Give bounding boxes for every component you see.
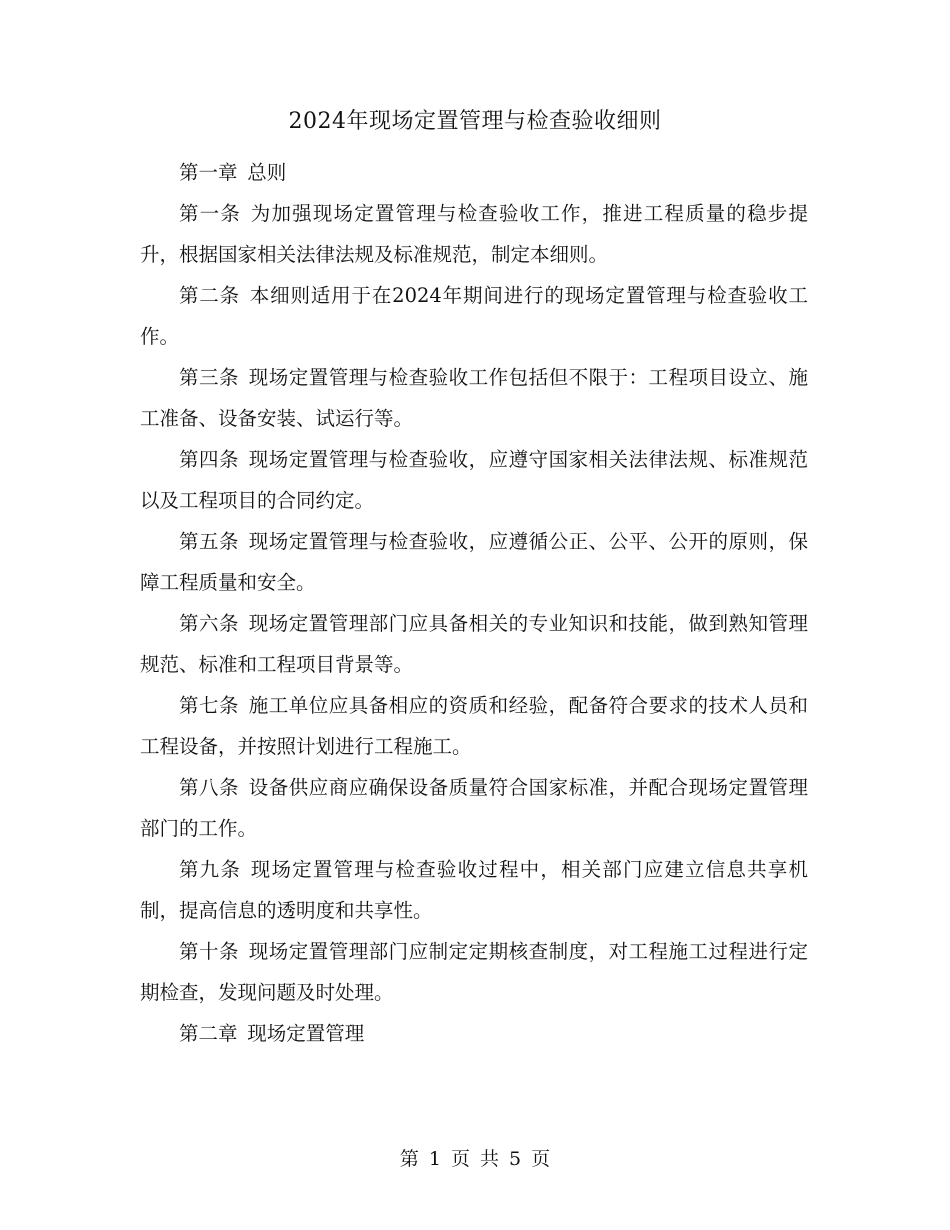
article-text: 现场定置管理与检查验收，应遵循公正、公平、公开的原则，保障工程质量和安全。	[140, 530, 808, 594]
article-paragraph	[140, 767, 808, 849]
article-text: 现场定置管理与检查验收，应遵守国家相关法律法规、标准规范以及工程项目的合同约定。	[140, 448, 808, 512]
article-number: 第八条	[179, 776, 239, 799]
article-paragraph	[140, 685, 808, 767]
article-text: 本细则适用于在2024年期间进行的现场定置管理与检查验收工作。	[140, 284, 808, 348]
article-number: 第五条	[179, 530, 239, 553]
chapter-number: 第一章	[179, 161, 238, 184]
article-paragraph	[140, 849, 808, 931]
article-number: 第九条	[179, 858, 242, 881]
article-text: 现场定置管理部门应制定定期核查制度，对工程施工过程进行定期检查，发现问题及时处理。	[140, 940, 808, 1004]
document-title: 2024年现场定置管理与检查验收细则	[288, 109, 662, 134]
page-number-footer: 第 1 页 共 5 页	[399, 1148, 551, 1170]
article-number: 第六条	[179, 612, 239, 635]
document-body	[140, 152, 808, 1054]
article-number: 第二条	[179, 284, 241, 307]
article-paragraph	[140, 193, 808, 275]
article-number: 第三条	[179, 366, 239, 389]
article-text: 现场定置管理与检查验收过程中，相关部门应建立信息共享机制，提高信息的透明度和共享性。	[140, 858, 808, 922]
article-number: 第一条	[179, 202, 242, 225]
article-number: 第七条	[179, 694, 239, 717]
article-paragraph	[140, 275, 808, 357]
article-text: 为加强现场定置管理与检查验收工作，推进工程质量的稳步提升，根据国家相关法律法规及标准规范，制定本细则。	[140, 202, 808, 266]
article-paragraph	[140, 603, 808, 685]
article-number: 第四条	[179, 448, 239, 471]
chapter-title: 现场定置管理	[247, 1022, 365, 1045]
article-paragraph	[140, 521, 808, 603]
article-paragraph	[140, 439, 808, 521]
article-paragraph	[140, 931, 808, 1013]
article-text: 设备供应商应确保设备质量符合国家标准，并配合现场定置管理部门的工作。	[140, 776, 808, 840]
article-number: 第十条	[179, 940, 239, 963]
article-paragraph	[140, 357, 808, 439]
chapter-number: 第二章	[179, 1022, 238, 1045]
chapter-title: 总则	[247, 161, 287, 184]
article-text: 现场定置管理与检查验收工作包括但不限于：工程项目设立、施工准备、设备安装、试运行等。	[140, 366, 808, 430]
chapter-heading	[140, 152, 808, 193]
chapter-heading	[140, 1013, 808, 1054]
article-text: 施工单位应具备相应的资质和经验，配备符合要求的技术人员和工程设备，并按照计划进行工程施工。	[140, 694, 808, 758]
article-text: 现场定置管理部门应具备相关的专业知识和技能，做到熟知管理规范、标准和工程项目背景等。	[140, 612, 808, 676]
